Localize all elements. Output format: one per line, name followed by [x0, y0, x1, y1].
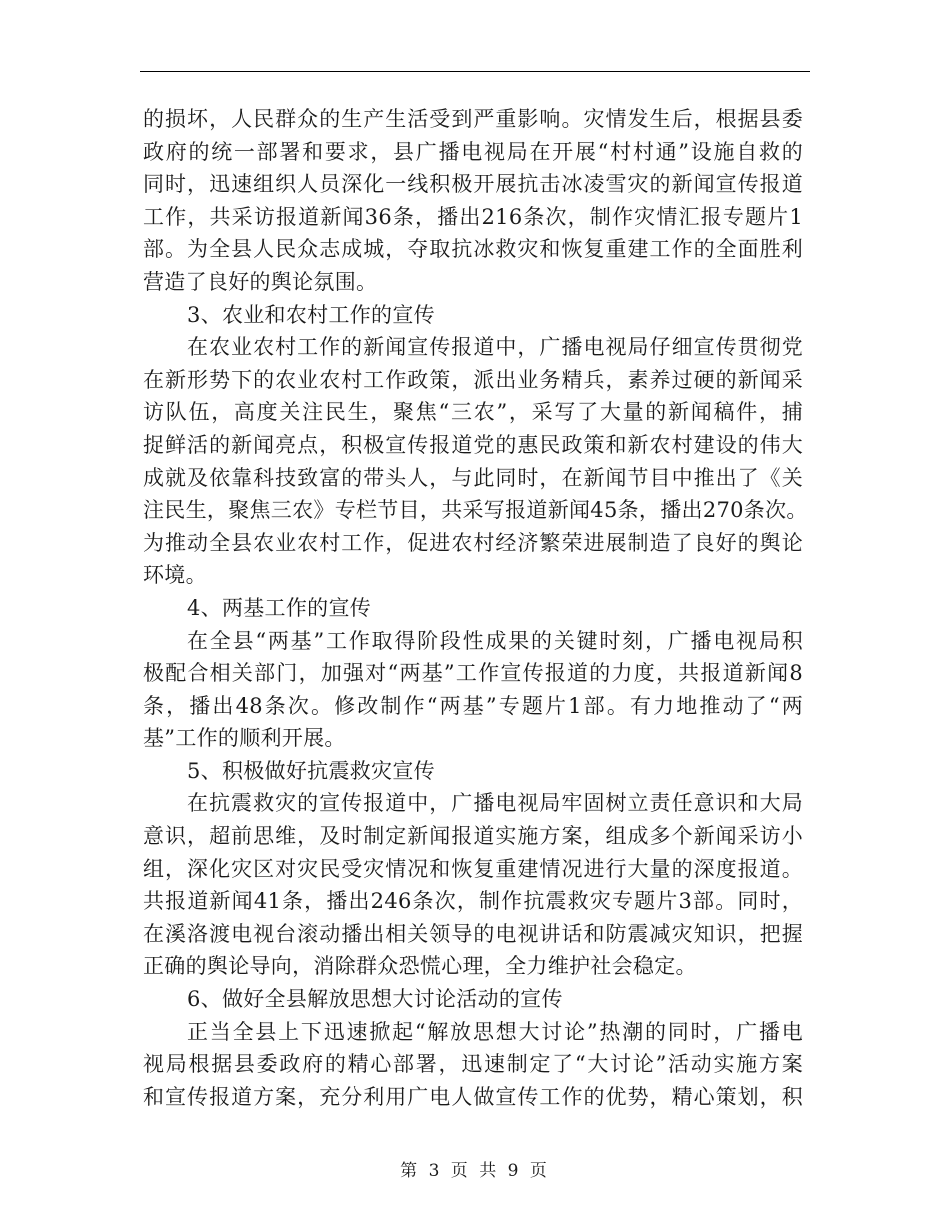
- text-line: 工作，共采访报道新闻36条，播出216条次，制作灾情汇报专题片1: [143, 204, 803, 229]
- text-line: 组，深化灾区对灾民受灾情况和恢复重建情况进行大量的深度报道。: [143, 856, 803, 881]
- text-line: 政府的统一部署和要求，县广播电视局在开展“村村通”设施自救的: [143, 139, 803, 164]
- text-line: 同时，迅速组织人员深化一线积极开展抗击冰凌雪灾的新闻宣传报道: [143, 172, 803, 197]
- text-line: 基”工作的顺利开展。: [143, 726, 346, 751]
- text-line: 注民生，聚焦三农》专栏节目，共采写报道新闻45条，播出270条次。: [143, 498, 808, 523]
- text-line: 捉鲜活的新闻亮点，积极宣传报道党的惠民政策和新农村建设的伟大: [143, 432, 803, 457]
- text-line: 营造了良好的舆论氛围。: [143, 269, 378, 294]
- text-line: 视局根据县委政府的精心部署，迅速制定了“大讨论”活动实施方案: [143, 1052, 803, 1077]
- text-line: 环境。: [143, 563, 207, 588]
- text-line: 共报道新闻41条，播出246条次，制作抗震救灾专题片3部。同时，: [143, 889, 803, 914]
- section-heading: 3、农业和农村工作的宣传: [187, 302, 435, 327]
- text-line: 成就及依靠科技致富的带头人，与此同时，在新闻节目中推出了《关: [143, 465, 803, 490]
- text-line: 和宣传报道方案，充分利用广电人做宣传工作的优势，精心策划，积: [143, 1084, 803, 1109]
- text-line: 在抗震救灾的宣传报道中，广播电视局牢固树立责任意识和大局: [187, 791, 803, 816]
- text-line: 部。为全县人民众志成城，夺取抗冰救灾和恢复重建工作的全面胜利: [143, 237, 803, 262]
- text-line: 在溪洛渡电视台滚动播出相关领导的电视讲话和防震减灾知识，把握: [143, 921, 803, 946]
- text-line: 正当全县上下迅速掀起“解放思想大讨论”热潮的同时，广播电: [187, 1019, 803, 1044]
- text-line: 为推动全县农业农村工作，促进农村经济繁荣进展制造了良好的舆论: [143, 530, 803, 555]
- section-heading: 6、做好全县解放思想大讨论活动的宣传: [187, 987, 563, 1012]
- section-heading: 4、两基工作的宣传: [187, 595, 372, 620]
- text-line: 访队伍，高度关注民生，聚焦“三农”，采写了大量的新闻稿件，捕: [143, 400, 803, 425]
- text-line: 条，播出48条次。修改制作“两基”专题片1部。有力地推动了“两: [143, 693, 803, 718]
- text-line: 在全县“两基”工作取得阶段性成果的关键时刻，广播电视局积: [187, 628, 803, 653]
- text-line: 在新形势下的农业农村工作政策，派出业务精兵，素养过硬的新闻采: [143, 367, 803, 392]
- text-line: 的损坏，人民群众的生产生活受到严重影响。灾情发生后，根据县委: [143, 107, 803, 131]
- text-line: 极配合相关部门，加强对“两基”工作宣传报道的力度，共报道新闻8: [143, 661, 803, 686]
- text-line: 在农业农村工作的新闻宣传报道中，广播电视局仔细宣传贯彻党: [187, 335, 803, 360]
- text-line: 正确的舆论导向，消除群众恐慌心理，全力维护社会稳定。: [143, 954, 697, 979]
- document-body: [143, 103, 808, 1113]
- page-footer: 第 3 页 共 9 页: [400, 1161, 550, 1181]
- section-heading: 5、积极做好抗震救灾宣传: [187, 758, 435, 783]
- header-rule: [140, 71, 810, 72]
- text-line: 意识，超前思维，及时制定新闻报道实施方案，组成多个新闻采访小: [143, 824, 803, 849]
